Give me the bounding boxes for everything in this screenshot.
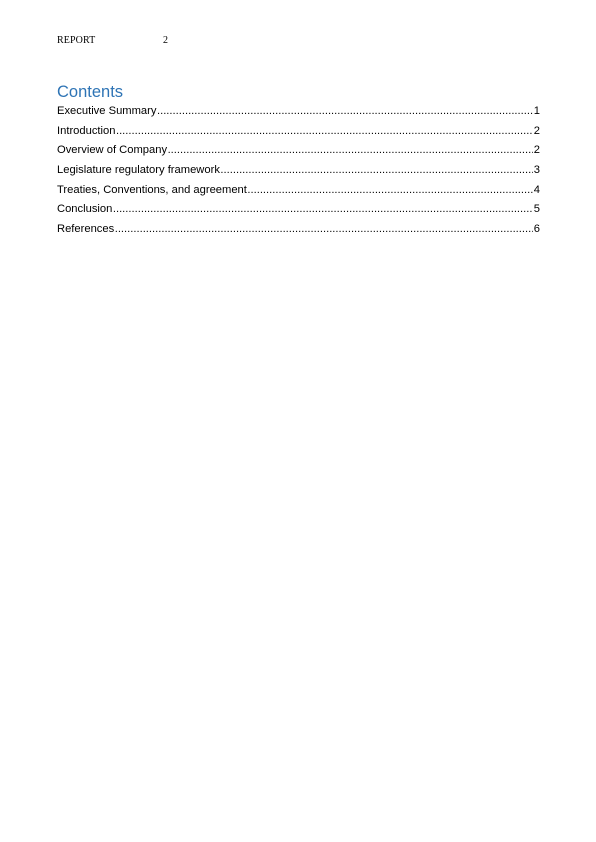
toc-entry-label: Conclusion (57, 203, 113, 216)
toc-entry-legislature-regulatory-framework[interactable] (57, 161, 540, 181)
running-header (57, 35, 169, 46)
toc-entry-page: 5 (533, 203, 540, 216)
toc-entry-conclusion[interactable] (57, 200, 540, 220)
toc-entry-page: 1 (533, 105, 540, 117)
dot-leader (113, 200, 533, 220)
dot-leader (115, 220, 534, 240)
toc-entry-label: Executive Summary (57, 105, 157, 117)
toc-entry-page: 6 (533, 223, 540, 236)
dot-leader (157, 102, 533, 122)
toc-entry-page: 3 (533, 164, 540, 177)
toc-entry-label: Legislature regulatory framework (57, 164, 220, 177)
toc-heading: Contents (57, 83, 124, 101)
toc-entry-page: 2 (533, 124, 540, 137)
dot-leader (220, 161, 533, 181)
toc-entry-page: 4 (533, 183, 540, 196)
toc-entry-references[interactable] (57, 220, 540, 240)
dot-leader (168, 141, 534, 161)
dot-leader (116, 122, 533, 142)
toc-entry-treaties-conventions[interactable] (57, 181, 540, 201)
toc-entry-introduction[interactable] (57, 122, 540, 142)
toc-entry-label: Overview of Company (57, 144, 168, 157)
toc-entry-overview-of-company[interactable] (57, 141, 540, 161)
toc-entry-executive-summary[interactable] (57, 102, 540, 122)
toc-entry-label: Introduction (57, 124, 116, 137)
table-of-contents (57, 102, 540, 240)
toc-entry-label: References (57, 223, 115, 236)
header-page-number: 2 (163, 35, 169, 46)
dot-leader (247, 181, 533, 201)
toc-entry-label: Treaties, Conventions, and agreement (57, 183, 247, 196)
header-title: REPORT (57, 35, 96, 46)
toc-entry-page: 2 (533, 144, 540, 157)
